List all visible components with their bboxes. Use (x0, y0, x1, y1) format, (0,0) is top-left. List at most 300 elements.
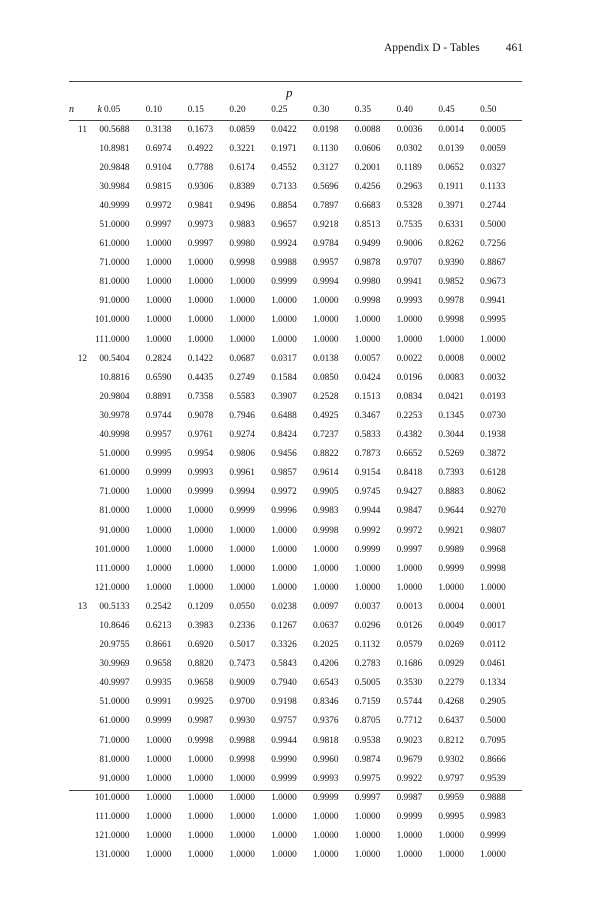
table-row (69, 330, 522, 349)
probability-cell: 0.2528 (312, 391, 339, 402)
probability-cell: 1.0000 (271, 296, 297, 307)
probability-cell: 1.0000 (354, 850, 381, 861)
k-cell: 11 (95, 563, 104, 574)
probability-cell: 0.9996 (271, 506, 297, 517)
table-row (69, 578, 522, 597)
probability-cell: 0.0929 (438, 659, 464, 670)
probability-cell: 0.6213 (145, 620, 172, 631)
probability-cell: 0.9538 (354, 735, 381, 746)
probability-cell: 1.0000 (229, 334, 255, 345)
table-row (69, 502, 522, 521)
probability-cell: 0.9658 (187, 678, 214, 689)
probability-cell: 0.0193 (480, 391, 506, 402)
k-cell: 11 (95, 334, 104, 345)
n-cell (69, 846, 87, 865)
probability-cell: 0.0049 (438, 620, 464, 631)
k-cell: 1 (99, 372, 104, 383)
probability-cell: 0.9993 (312, 773, 339, 784)
probability-cell: 0.8820 (187, 659, 214, 670)
k-cell: 4 (99, 200, 104, 211)
probability-cell: 1.0000 (438, 831, 464, 842)
probability-cell: 0.9999 (271, 773, 297, 784)
probability-cell: 0.9673 (480, 277, 506, 288)
probability-cell: 0.9427 (396, 487, 423, 498)
probability-cell: 0.6683 (354, 200, 381, 211)
probability-cell: 0.0461 (480, 659, 506, 670)
probability-cell: 0.0139 (438, 143, 464, 154)
p-column-header: 0.25 (271, 100, 313, 120)
n-cell (69, 196, 87, 215)
table-row (69, 235, 522, 254)
probability-cell: 0.1267 (271, 620, 297, 631)
probability-cell: 0.9797 (438, 773, 464, 784)
probability-cell: 1.0000 (229, 582, 255, 593)
probability-cell: 0.9857 (271, 468, 297, 479)
probability-cell: 1.0000 (312, 811, 339, 822)
probability-cell: 0.9744 (145, 410, 172, 421)
probability-cell: 0.3530 (396, 678, 423, 689)
n-cell (69, 406, 87, 425)
probability-cell: 1.0000 (187, 811, 214, 822)
k-cell: 5 (99, 697, 104, 708)
probability-cell: 0.9998 (187, 735, 214, 746)
probability-cell: 0.5017 (229, 640, 255, 651)
probability-cell: 0.8389 (229, 181, 255, 192)
probability-cell: 0.0579 (396, 640, 423, 651)
probability-cell: 0.0083 (438, 372, 464, 383)
probability-cell: 0.3127 (312, 162, 339, 173)
probability-cell: 0.9998 (312, 525, 339, 536)
probability-cell: 1.0000 (145, 831, 172, 842)
probability-cell: 1.0000 (354, 563, 381, 574)
probability-cell: 1.0000 (104, 315, 130, 326)
table-row (69, 712, 522, 731)
probability-cell: 0.4435 (187, 372, 214, 383)
probability-cell: 1.0000 (396, 334, 423, 345)
probability-cell: 1.0000 (104, 525, 130, 536)
probability-cell: 0.5688 (104, 124, 130, 135)
probability-cell: 1.0000 (187, 258, 214, 269)
k-cell: 8 (99, 506, 104, 517)
k-cell: 6 (99, 716, 104, 727)
probability-cell: 0.8854 (271, 200, 297, 211)
probability-cell: 0.0687 (229, 353, 255, 364)
probability-cell: 1.0000 (104, 563, 130, 574)
probability-cell: 0.9644 (438, 506, 464, 517)
probability-cell: 0.9969 (104, 659, 130, 670)
probability-cell: 0.6920 (187, 640, 214, 651)
probability-cell: 0.8262 (438, 239, 464, 250)
probability-cell: 0.2963 (396, 181, 423, 192)
probability-cell: 0.3907 (271, 391, 297, 402)
p-column-header: 0.50 (480, 100, 522, 120)
probability-cell: 0.9806 (229, 449, 255, 460)
table-row (69, 540, 522, 559)
probability-cell: 0.3971 (438, 200, 464, 211)
probability-cell: 0.0606 (354, 143, 381, 154)
probability-cell: 1.0000 (104, 258, 130, 269)
k-cell: 2 (99, 162, 104, 173)
probability-cell: 0.8891 (145, 391, 172, 402)
probability-cell: 0.9700 (229, 697, 255, 708)
probability-cell: 0.9998 (438, 315, 464, 326)
probability-cell: 1.0000 (229, 544, 255, 555)
probability-cell: 0.9993 (187, 468, 214, 479)
table-row (69, 807, 522, 826)
probability-cell: 0.0002 (480, 353, 506, 364)
n-cell: 11 (78, 124, 87, 135)
probability-cell: 1.0000 (438, 850, 464, 861)
probability-cell: 0.4268 (438, 697, 464, 708)
table-row (69, 674, 522, 693)
probability-cell: 0.9980 (354, 277, 381, 288)
probability-cell: 0.9957 (145, 430, 172, 441)
k-cell: 13 (94, 850, 104, 861)
probability-cell: 1.0000 (312, 582, 339, 593)
probability-cell: 0.3467 (354, 410, 381, 421)
probability-cell: 0.9924 (271, 239, 297, 250)
probability-cell: 0.9807 (480, 525, 506, 536)
probability-cell: 0.9983 (480, 811, 506, 822)
probability-cell: 1.0000 (187, 334, 214, 345)
probability-cell: 0.5000 (480, 716, 506, 727)
probability-cell: 0.9930 (229, 716, 255, 727)
probability-cell: 1.0000 (104, 716, 130, 727)
probability-cell: 1.0000 (187, 831, 214, 842)
probability-cell: 0.3872 (480, 449, 506, 460)
probability-cell: 0.0032 (480, 372, 506, 383)
table-row (69, 387, 522, 406)
probability-cell: 1.0000 (271, 850, 297, 861)
probability-cell: 0.0296 (354, 620, 381, 631)
probability-cell: 1.0000 (104, 296, 130, 307)
table-row (69, 120, 522, 139)
probability-cell: 1.0000 (271, 334, 297, 345)
table-row (69, 693, 522, 712)
probability-cell: 1.0000 (271, 582, 297, 593)
probability-cell: 0.9997 (187, 239, 214, 250)
probability-cell: 0.4922 (187, 143, 214, 154)
probability-cell: 0.3138 (145, 124, 172, 135)
probability-cell: 1.0000 (229, 315, 255, 326)
probability-cell: 0.9993 (396, 296, 423, 307)
probability-cell: 1.0000 (396, 850, 423, 861)
n-cell (69, 483, 87, 502)
probability-cell: 0.4552 (271, 162, 297, 173)
n-cell (69, 788, 87, 807)
probability-cell: 0.3044 (438, 430, 464, 441)
probability-cell: 1.0000 (145, 563, 172, 574)
k-cell: 9 (99, 296, 104, 307)
probability-cell: 0.1209 (187, 601, 214, 612)
probability-cell: 0.7095 (480, 735, 506, 746)
k-cell: 10 (94, 315, 104, 326)
table-row (69, 311, 522, 330)
k-cell: 2 (99, 391, 104, 402)
probability-cell: 0.9539 (480, 773, 506, 784)
probability-cell: 1.0000 (104, 754, 130, 765)
probability-cell: 0.9978 (438, 296, 464, 307)
probability-cell: 0.7473 (229, 659, 255, 670)
probability-cell: 0.0422 (271, 124, 297, 135)
probability-cell: 0.0730 (480, 410, 506, 421)
p-column-header: 0.15 (188, 100, 230, 120)
k-cell: 9 (99, 525, 104, 536)
probability-cell: 0.0059 (480, 143, 506, 154)
probability-cell: 0.9999 (438, 563, 464, 574)
probability-cell: 1.0000 (145, 792, 172, 803)
probability-cell: 1.0000 (104, 850, 130, 861)
table-row (69, 196, 522, 215)
probability-cell: 0.9972 (271, 487, 297, 498)
probability-cell: 0.0550 (229, 601, 255, 612)
k-column-header: k (87, 100, 104, 120)
probability-cell: 0.7712 (396, 716, 423, 727)
probability-cell: 1.0000 (229, 525, 255, 536)
probability-cell: 0.1422 (187, 353, 214, 364)
n-cell (69, 712, 87, 731)
probability-cell: 0.9995 (145, 449, 172, 460)
probability-cell: 0.9376 (312, 716, 339, 727)
probability-cell: 0.0112 (480, 640, 506, 651)
probability-cell: 0.2905 (480, 697, 506, 708)
probability-cell: 0.9456 (271, 449, 297, 460)
probability-cell: 0.9935 (145, 678, 172, 689)
n-cell (69, 502, 87, 521)
n-cell (69, 826, 87, 845)
probability-cell: 1.0000 (396, 831, 423, 842)
n-cell (69, 521, 87, 540)
probability-cell: 0.1584 (271, 372, 297, 383)
n-cell (69, 177, 87, 196)
probability-cell: 1.0000 (104, 506, 130, 517)
binomial-cdf-table (69, 100, 522, 865)
probability-cell: 1.0000 (229, 563, 255, 574)
n-cell (69, 139, 87, 158)
k-cell: 12 (94, 582, 104, 593)
p-column-header: 0.30 (313, 100, 355, 120)
k-cell: 9 (99, 773, 104, 784)
n-cell: 13 (77, 601, 87, 612)
probability-cell: 0.2824 (145, 353, 172, 364)
probability-cell: 0.7256 (480, 239, 506, 250)
probability-cell: 1.0000 (104, 831, 130, 842)
probability-cell: 0.4382 (396, 430, 423, 441)
probability-cell: 0.9888 (480, 792, 506, 803)
probability-cell: 0.8883 (438, 487, 464, 498)
probability-cell: 0.9995 (438, 811, 464, 822)
probability-cell: 1.0000 (354, 831, 381, 842)
probability-cell: 0.2336 (229, 620, 255, 631)
probability-cell: 1.0000 (396, 563, 423, 574)
probability-cell: 0.9941 (480, 296, 506, 307)
n-cell (69, 674, 87, 693)
probability-cell: 0.9009 (229, 678, 255, 689)
table-row (69, 655, 522, 674)
probability-cell: 0.9496 (229, 200, 255, 211)
probability-cell: 0.9983 (312, 506, 339, 517)
probability-cell: 1.0000 (438, 334, 464, 345)
probability-cell: 0.0126 (396, 620, 423, 631)
probability-cell: 0.9078 (187, 410, 214, 421)
k-cell: 5 (99, 220, 104, 231)
probability-cell: 0.8062 (480, 487, 506, 498)
probability-cell: 0.9999 (187, 487, 214, 498)
probability-cell: 0.8346 (312, 697, 339, 708)
table-row (69, 368, 522, 387)
probability-cell: 0.6174 (229, 162, 255, 173)
probability-cell: 0.0637 (312, 620, 339, 631)
probability-cell: 1.0000 (480, 334, 506, 345)
probability-cell: 0.0001 (480, 601, 506, 612)
probability-cell: 1.0000 (104, 792, 130, 803)
probability-cell: 0.1189 (396, 162, 422, 173)
probability-cell: 0.0238 (271, 601, 297, 612)
probability-cell: 0.0097 (312, 601, 339, 612)
table-row (69, 349, 522, 368)
n-cell (69, 292, 87, 311)
probability-cell: 0.0834 (396, 391, 423, 402)
p-column-header: 0.40 (397, 100, 439, 120)
probability-cell: 0.9990 (271, 754, 297, 765)
probability-cell: 0.9847 (396, 506, 423, 517)
n-cell (69, 693, 87, 712)
probability-cell: 1.0000 (104, 773, 130, 784)
probability-cell: 1.0000 (229, 277, 255, 288)
probability-cell: 0.0088 (354, 124, 381, 135)
probability-cell: 1.0000 (312, 315, 339, 326)
probability-cell: 0.9818 (312, 735, 339, 746)
probability-cell: 0.9745 (354, 487, 381, 498)
probability-cell: 0.9975 (354, 773, 381, 784)
n-cell (69, 445, 87, 464)
table-row (69, 616, 522, 635)
n-cell (69, 807, 87, 826)
p-column-header: 0.35 (355, 100, 397, 120)
probability-cell: 0.9841 (187, 200, 214, 211)
probability-cell: 0.6128 (480, 468, 506, 479)
probability-cell: 1.0000 (229, 831, 255, 842)
probability-cell: 0.7133 (271, 181, 297, 192)
probability-cell: 0.1911 (438, 181, 464, 192)
probability-cell: 0.9941 (396, 277, 423, 288)
k-cell: 8 (99, 277, 104, 288)
probability-cell: 0.9998 (229, 754, 255, 765)
probability-cell: 0.9925 (187, 697, 214, 708)
probability-cell: 1.0000 (480, 850, 506, 861)
table-row (69, 731, 522, 750)
probability-cell: 0.0302 (396, 143, 423, 154)
probability-cell: 0.2783 (354, 659, 381, 670)
probability-cell: 0.9270 (480, 506, 506, 517)
probability-cell: 0.9997 (145, 220, 172, 231)
probability-cell: 0.0022 (396, 353, 423, 364)
table-row (69, 215, 522, 234)
table-top-rule (69, 81, 522, 82)
probability-cell: 0.9992 (354, 525, 381, 536)
n-cell (69, 311, 87, 330)
probability-cell: 0.9006 (396, 239, 423, 250)
probability-cell: 0.9218 (312, 220, 339, 231)
probability-cell: 1.0000 (104, 697, 130, 708)
probability-cell: 0.9960 (312, 754, 339, 765)
probability-cell: 1.0000 (354, 315, 381, 326)
k-cell: 8 (99, 754, 104, 765)
probability-cell: 1.0000 (145, 277, 172, 288)
k-cell: 6 (99, 468, 104, 479)
probability-cell: 0.0017 (480, 620, 506, 631)
probability-cell: 1.0000 (145, 296, 172, 307)
probability-cell: 0.8705 (354, 716, 381, 727)
n-cell (69, 636, 87, 655)
probability-cell: 0.0317 (271, 353, 297, 364)
probability-cell: 0.1345 (438, 410, 464, 421)
probability-cell: 0.9972 (396, 525, 423, 536)
probability-cell: 1.0000 (104, 468, 130, 479)
table-row (69, 559, 522, 578)
probability-cell: 0.9997 (396, 544, 423, 555)
probability-cell: 0.3221 (229, 143, 255, 154)
probability-cell: 0.4256 (354, 181, 381, 192)
probability-cell: 0.9198 (271, 697, 297, 708)
k-cell: 11 (95, 811, 104, 822)
probability-cell: 0.7237 (312, 430, 339, 441)
probability-cell: 0.9999 (104, 200, 130, 211)
table-row (69, 426, 522, 445)
probability-cell: 0.2253 (396, 410, 423, 421)
k-cell: 7 (99, 258, 104, 269)
table-body (69, 120, 522, 865)
probability-cell: 1.0000 (187, 754, 214, 765)
probability-cell: 0.6543 (312, 678, 339, 689)
probability-cell: 0.9944 (354, 506, 381, 517)
probability-cell: 0.5404 (104, 353, 130, 364)
probability-cell: 0.8666 (480, 754, 506, 765)
probability-cell: 0.5843 (271, 659, 297, 670)
table-row (69, 273, 522, 292)
k-cell: 7 (99, 487, 104, 498)
probability-cell: 1.0000 (312, 850, 339, 861)
probability-cell: 1.0000 (104, 735, 130, 746)
probability-cell: 0.9657 (271, 220, 297, 231)
table-row (69, 254, 522, 273)
probability-cell: 0.9988 (271, 258, 297, 269)
probability-cell: 0.8646 (104, 620, 130, 631)
probability-cell: 0.9306 (187, 181, 214, 192)
probability-cell: 0.0421 (438, 391, 464, 402)
probability-cell: 1.0000 (145, 754, 172, 765)
k-cell: 1 (99, 143, 104, 154)
n-cell (69, 655, 87, 674)
probability-cell: 0.9999 (229, 506, 255, 517)
probability-cell: 0.9848 (104, 162, 130, 173)
probability-cell: 0.9998 (354, 296, 381, 307)
table-row (69, 597, 522, 616)
probability-cell: 1.0000 (187, 296, 214, 307)
n-cell (69, 215, 87, 234)
probability-cell: 0.9761 (187, 430, 214, 441)
probability-cell: 1.0000 (145, 258, 172, 269)
k-cell: 4 (99, 678, 104, 689)
probability-cell: 0.9499 (354, 239, 381, 250)
table-row (69, 846, 522, 865)
k-cell: 3 (99, 410, 104, 421)
probability-cell: 0.9614 (312, 468, 339, 479)
probability-cell: 0.0013 (396, 601, 423, 612)
probability-cell: 0.9978 (104, 410, 130, 421)
probability-cell: 0.5269 (438, 449, 464, 460)
probability-cell: 0.0037 (354, 601, 381, 612)
